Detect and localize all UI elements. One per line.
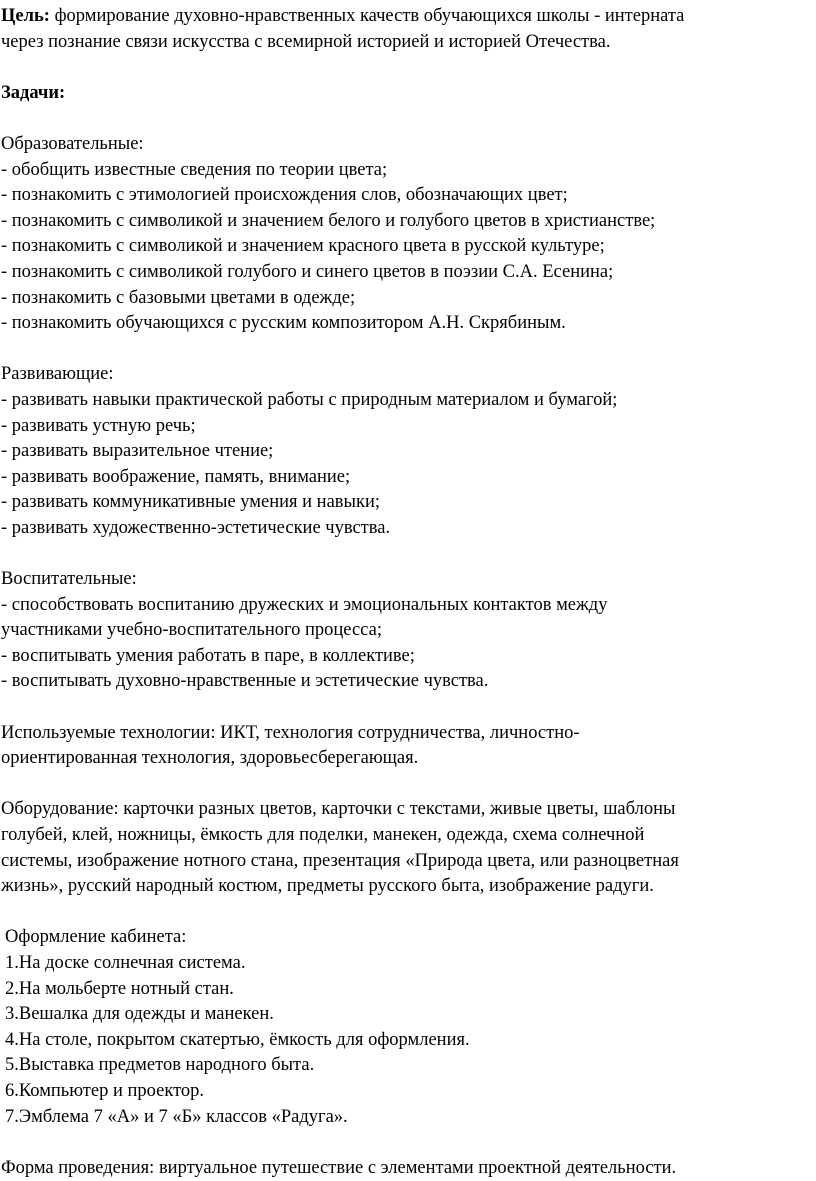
technologies-line: Используемые технологии: ИКТ, технология сотрудничества, личностно- xyxy=(1,722,580,743)
classroom-item: 6.Компьютер и проектор. xyxy=(5,1080,205,1101)
spacer xyxy=(1,541,816,567)
classroom-item: 2.На мольберте нотный стан. xyxy=(5,978,234,999)
spacer xyxy=(1,900,816,926)
developing-item: - развивать воображение, память, внимание; xyxy=(1,466,351,487)
spacer xyxy=(1,337,816,363)
upbringing-item: - воспитывать духовно-нравственные и эстетические чувства. xyxy=(1,671,489,692)
educational-item: - обобщить известные сведения по теории цвета; xyxy=(1,159,388,180)
spacer xyxy=(1,1130,816,1156)
educational-item: - познакомить с этимологией происхождения слов, обозначающих цвет; xyxy=(1,185,568,206)
tasks-heading: Задачи: xyxy=(1,82,66,103)
educational-item: - познакомить обучающихся с русским композитором А.Н. Скрябиным. xyxy=(1,313,566,334)
spacer xyxy=(1,55,816,81)
developing-heading: Развивающие: xyxy=(1,364,114,385)
spacer xyxy=(1,772,816,798)
goal-label: Цель: xyxy=(1,6,50,26)
goal-text-1: формирование духовно-нравственных качеств обучающихся школы - интерната xyxy=(49,6,685,26)
educational-item: - познакомить с базовыми цветами в одежде; xyxy=(1,287,356,308)
classroom-item: 5.Выставка предметов народного быта. xyxy=(5,1055,315,1076)
classroom-heading: Оформление кабинета: xyxy=(5,927,187,948)
educational-item: - познакомить с символикой и значением белого и голубого цветов в христианстве; xyxy=(1,210,656,231)
educational-heading: Образовательные: xyxy=(1,133,144,154)
upbringing-item: участниками учебно-воспитательного процесса; xyxy=(1,620,382,641)
equipment-line: Оборудование: карточки разных цветов, карточки с текстами, живые цветы, шаблоны xyxy=(1,799,676,820)
developing-item: - развивать коммуникативные умения и навыки; xyxy=(1,492,380,513)
upbringing-item: - воспитывать умения работать в паре, в коллективе; xyxy=(1,645,415,666)
goal-line-2: через познание связи искусства с всемирной историей и историей Отечества. xyxy=(1,31,611,52)
upbringing-heading: Воспитательные: xyxy=(1,569,137,590)
developing-item: - развивать устную речь; xyxy=(1,415,196,436)
equipment-line: системы, изображение нотного стана, презентация «Природа цвета, или разноцветная xyxy=(1,850,679,871)
classroom-item: 7.Эмблема 7 «А» и 7 «Б» классов «Радуга». xyxy=(5,1106,348,1127)
spacer xyxy=(1,106,816,132)
upbringing-item: - способствовать воспитанию дружеских и эмоциональных контактов между xyxy=(1,594,608,615)
educational-item: - познакомить с символикой голубого и синего цветов в поэзии С.А. Есенина; xyxy=(1,261,614,282)
goal-line-1 xyxy=(1,4,816,30)
developing-item: - развивать выразительное чтение; xyxy=(1,441,274,462)
developing-item: - развивать навыки практической работы с природным материалом и бумагой; xyxy=(1,389,618,410)
classroom-item: 1.На доске солнечная система. xyxy=(5,952,246,973)
technologies-line: ориентированная технология, здоровьесберегающая. xyxy=(1,748,419,769)
classroom-item: 4.На столе, покрытом скатертью, ёмкость для оформления. xyxy=(5,1029,470,1050)
developing-item: - развивать художественно-эстетические чувства. xyxy=(1,517,391,538)
classroom-item: 3.Вешалка для одежды и манекен. xyxy=(5,1004,274,1025)
spacer xyxy=(1,695,816,721)
equipment-line: голубей, клей, ножницы, ёмкость для поделки, манекен, одежда, схема солнечной xyxy=(1,825,645,845)
equipment-line: жизнь», русский народный костюм, предметы русского быта, изображение радуги. xyxy=(1,876,654,897)
form-line: Форма проведения: виртуальное путешествие с элементами проектной деятельности. xyxy=(1,1157,677,1178)
educational-item: - познакомить с символикой и значением красного цвета в русской культуре; xyxy=(1,236,605,257)
